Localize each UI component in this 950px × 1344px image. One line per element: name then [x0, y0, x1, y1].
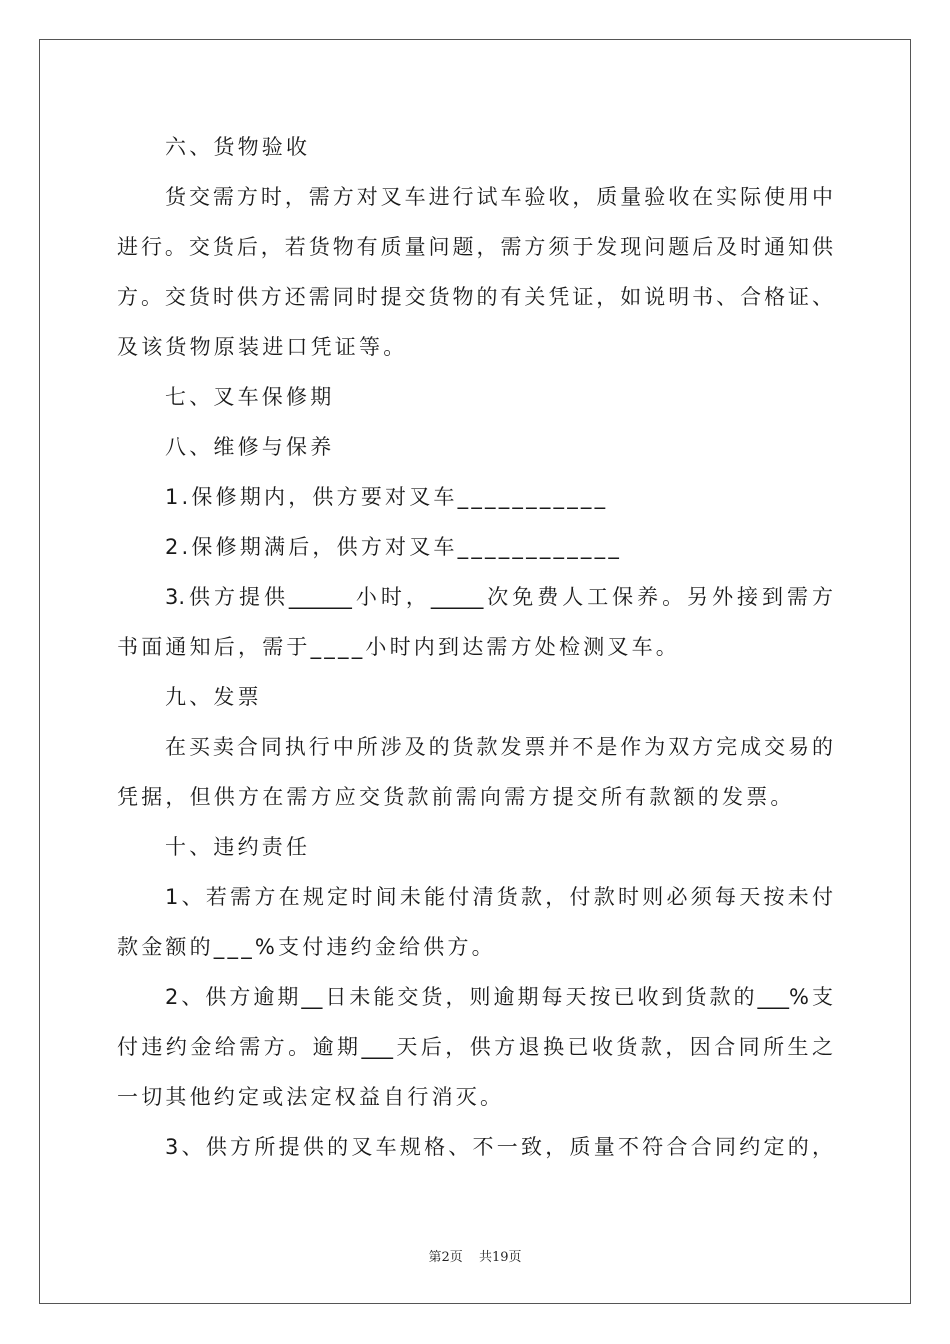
paragraph-line: 货交需方时，需方对叉车进行试车验收，质量验收在实际使用中 [165, 185, 833, 209]
list-item: 3、供方所提供的叉车规格、不一致，质量不符合合同约定的， [165, 1135, 833, 1159]
list-item: 1.保修期内，供方要对叉车___________ [165, 485, 609, 509]
section-heading-goods-inspection: 六、货物验收 [165, 135, 311, 159]
section-heading-warranty: 七、叉车保修期 [165, 385, 335, 409]
list-item: 1、若需方在规定时间未能付清货款，付款时则必须每天按未付 [165, 885, 833, 909]
paragraph-line: 书面通知后，需于____小时内到达需方处检测叉车。 [117, 635, 680, 659]
paragraph-line: 款金额的___%支付违约金给供方。 [117, 935, 496, 959]
list-item: 2.保修期满后，供方对叉车____________ [165, 535, 623, 559]
section-heading-maintenance: 八、维修与保养 [165, 435, 335, 459]
section-heading-invoice: 九、发票 [165, 685, 262, 709]
page-footer [0, 1246, 950, 1265]
list-item: 3.供方提供______小时，_____次免费人工保养。另外接到需方 [165, 585, 833, 609]
list-item: 2、供方逾期__日未能交货，则逾期每天按已收到货款的___%支 [165, 985, 833, 1009]
paragraph-line: 及该货物原装进口凭证等。 [117, 335, 408, 359]
paragraph-line: 在买卖合同执行中所涉及的货款发票并不是作为双方完成交易的 [165, 735, 833, 759]
paragraph-line: 进行。交货后，若货物有质量问题，需方须于发现问题后及时通知供 [117, 235, 833, 259]
section-heading-liability: 十、违约责任 [165, 835, 311, 859]
page-number: 第2页 [428, 1250, 463, 1265]
paragraph-line: 凭据，但供方在需方应交货款前需向需方提交所有款额的发票。 [117, 785, 795, 809]
paragraph-line: 付违约金给需方。逾期___天后，供方退换已收货款，因合同所生之 [117, 1035, 833, 1059]
paragraph-line: 一切其他约定或法定权益自行消灭。 [117, 1085, 505, 1109]
paragraph-line: 方。交货时供方还需同时提交货物的有关凭证，如说明书、合格证、 [117, 285, 833, 309]
page-total: 共19页 [478, 1250, 522, 1265]
